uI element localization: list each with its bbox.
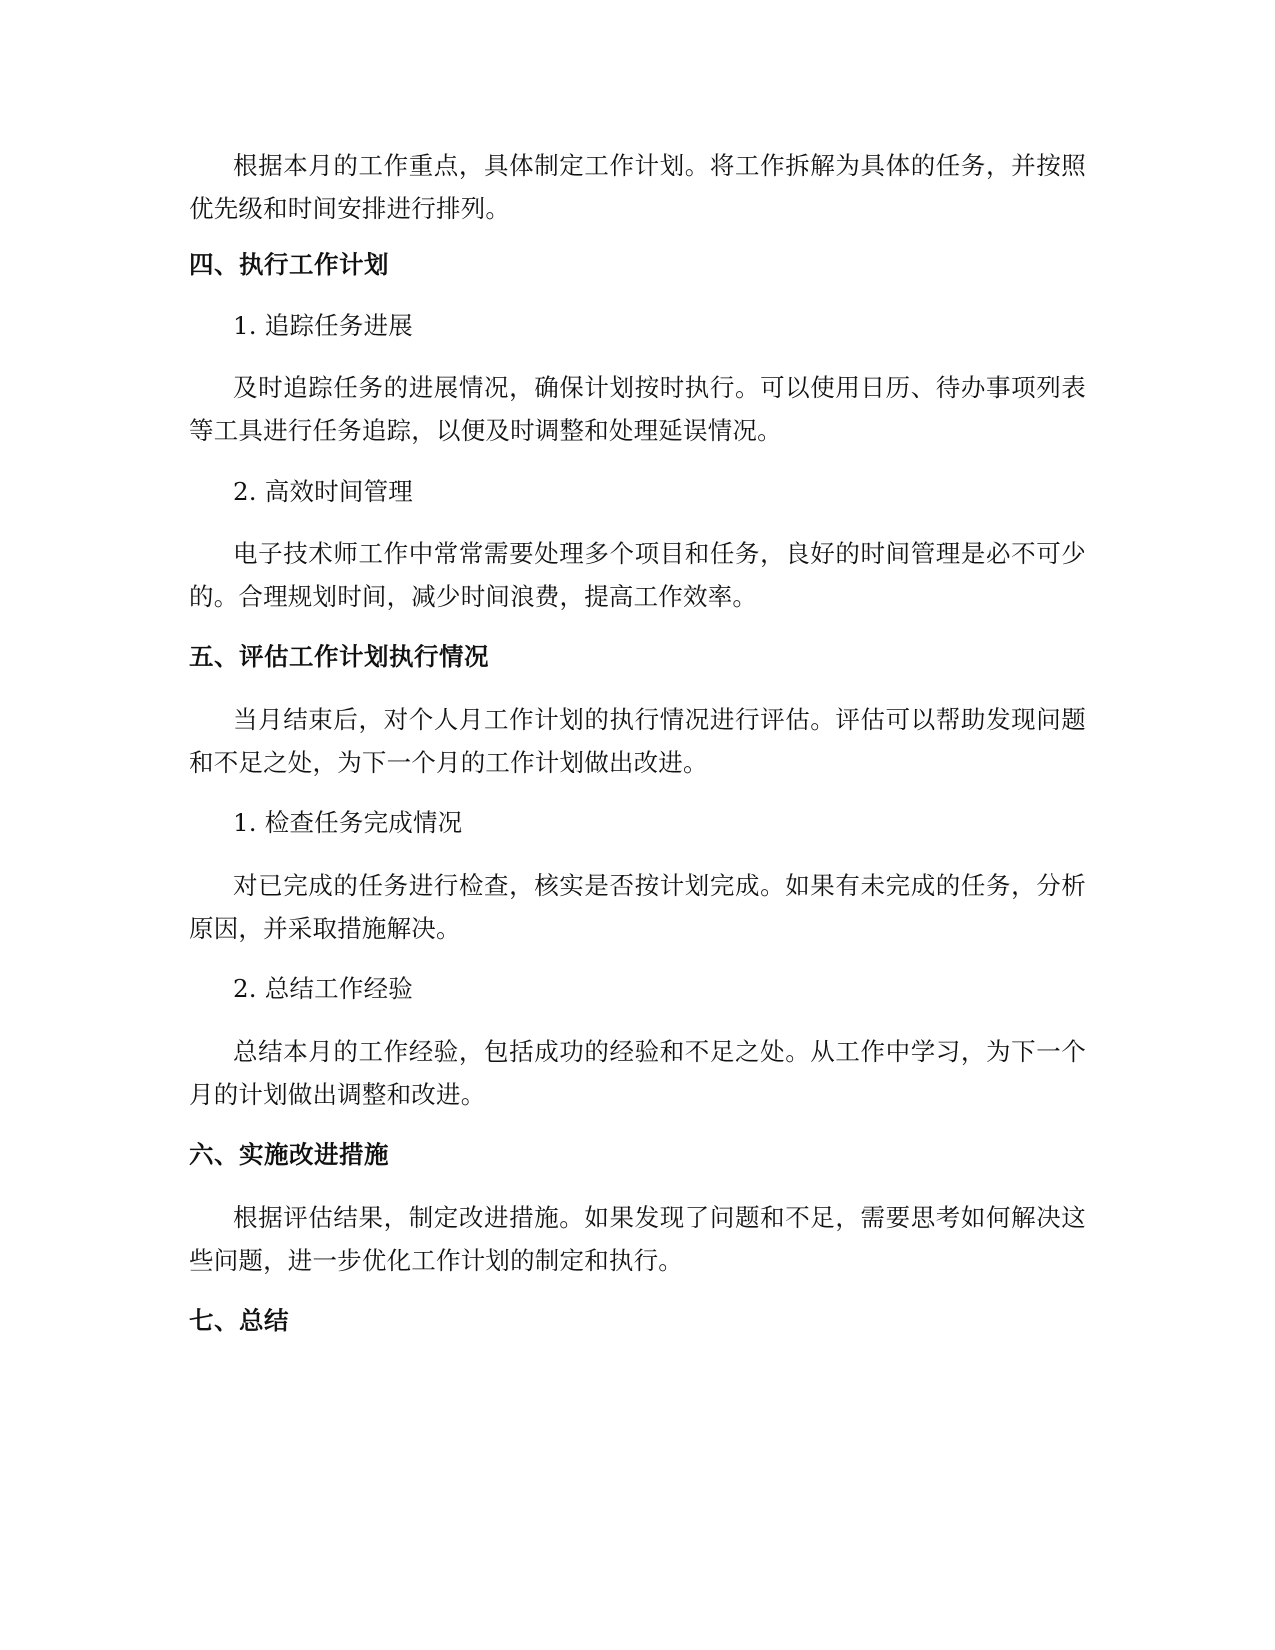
- paragraph-time-management: 电子技术师工作中常常需要处理多个项目和任务，良好的时间管理是必不可少的。合理规划时间，减少时间浪费，提高工作效率。: [189, 539, 1086, 611]
- paragraph-work-plan: 根据本月的工作重点，具体制定工作计划。将工作拆解为具体的任务，并按照优先级和时间安排进行排列。: [189, 151, 1086, 223]
- paragraph-track-progress: 及时追踪任务的进展情况，确保计划按时执行。可以使用日历、待办事项列表等工具进行任务追踪，以便及时调整和处理延误情况。: [189, 373, 1086, 445]
- heading-section-5: 五、评估工作计划执行情况: [189, 642, 489, 671]
- subitem-summarize-experience: 2. 总结工作经验: [233, 974, 413, 1003]
- subitem-check-tasks: 1. 检查任务完成情况: [233, 808, 463, 837]
- subitem-track-progress: 1. 追踪任务进展: [233, 311, 413, 340]
- heading-section-6: 六、实施改进措施: [189, 1140, 389, 1169]
- heading-section-4: 四、执行工作计划: [189, 250, 389, 279]
- subitem-time-management: 2. 高效时间管理: [233, 477, 413, 506]
- paragraph-evaluate: 当月结束后，对个人月工作计划的执行情况进行评估。评估可以帮助发现问题和不足之处，为下一个月的工作计划做出改进。: [189, 705, 1086, 777]
- heading-section-7: 七、总结: [189, 1306, 289, 1335]
- paragraph-check-tasks: 对已完成的任务进行检查，核实是否按计划完成。如果有未完成的任务，分析原因，并采取措施解决。: [189, 871, 1086, 943]
- paragraph-summarize-experience: 总结本月的工作经验，包括成功的经验和不足之处。从工作中学习，为下一个月的计划做出调整和改进。: [189, 1037, 1086, 1109]
- paragraph-improvement: 根据评估结果，制定改进措施。如果发现了问题和不足，需要思考如何解决这些问题，进一步优化工作计划的制定和执行。: [189, 1203, 1086, 1275]
